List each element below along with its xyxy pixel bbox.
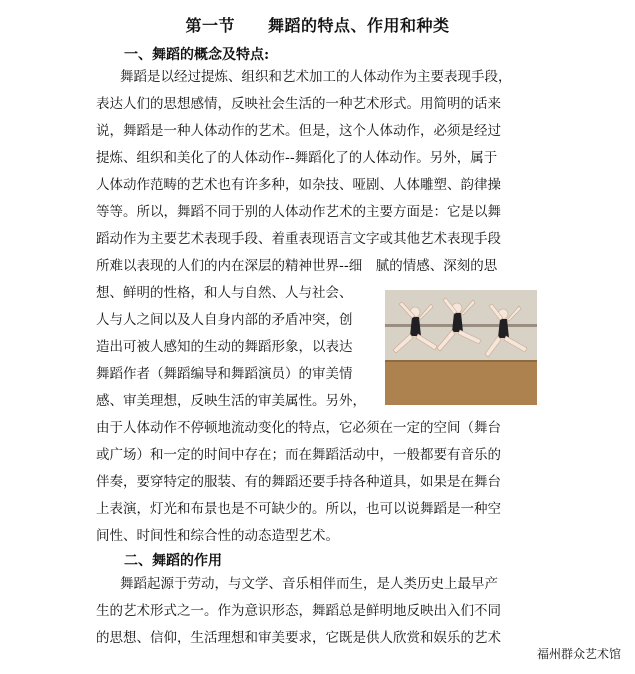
paragraph-line: 造出可被人感知的生动的舞蹈形象，以表达 xyxy=(96,339,353,355)
paragraph-line: 等等。所以，舞蹈不同于别的人体动作艺术的主要方面是：它是以舞 xyxy=(96,204,501,220)
paragraph-line: 表达人们的思想感情，反映社会生活的一种艺术形式。用简明的话来 xyxy=(96,96,501,112)
paragraph-line: 由于人体动作不停顿地流动变化的特点，它必须在一定的空间（舞台 xyxy=(96,420,501,436)
paragraph-line: 舞蹈作者（舞蹈编导和舞蹈演员）的审美情 xyxy=(96,366,353,382)
paragraph-line: 人体动作范畴的艺术也有许多种，如杂技、哑剧、人体雕塑、韵律操 xyxy=(96,177,501,193)
paragraph-line: 间性、时间性和综合性的动态造型艺术。 xyxy=(96,528,339,544)
source-watermark: 福州群众艺术馆 xyxy=(536,647,621,661)
paragraph-line: 或广场）和一定的时间中存在；而在舞蹈活动中，一般都要有音乐的 xyxy=(96,447,501,463)
paragraph-line: 伴奏，要穿特定的服装、有的舞蹈还要手持各种道具，如果是在舞台 xyxy=(96,474,501,490)
paragraph-line: 人与人之间以及人自身内部的矛盾冲突，创 xyxy=(96,312,353,328)
paragraph-line: 舞蹈起源于劳动，与文学、音乐相伴而生，是人类历史上最早产 xyxy=(120,576,498,592)
ballet-dancers-illustration xyxy=(385,290,537,405)
page-title: 第一节 舞蹈的特点、作用和种类 xyxy=(185,16,450,35)
paragraph-line: 舞蹈是以经过提炼、组织和艺术加工的人体动作为主要表现手段， xyxy=(120,69,512,85)
paragraph-line: 生的艺术形式之一。作为意识形态，舞蹈总是鲜明地反映出入们不同 xyxy=(96,603,501,619)
paragraph-line: 上表演，灯光和布景也是不可缺少的。所以，也可以说舞蹈是一种空 xyxy=(96,501,501,517)
paragraph-line: 蹈动作为主要艺术表现手段、着重表现语言文字或其他艺术表现手段 xyxy=(96,231,501,247)
paragraph-line: 感、审美理想，反映生活的审美属性。另外， xyxy=(96,393,366,409)
paragraph-line: 所难以表现的人们的内在深层的精神世界--细 腻的情感、深刻的思 xyxy=(96,258,498,274)
paragraph-line: 说，舞蹈是一种人体动作的艺术。但是，这个人体动作，必须是经过 xyxy=(96,123,501,139)
section1-heading: 一、舞蹈的概念及特点: xyxy=(124,47,270,63)
paragraph-line: 的思想、信仰，生活理想和审美要求，它既是供人欣赏和娱乐的艺术 xyxy=(96,630,501,646)
paragraph-line: 提炼、组织和美化了的人体动作--舞蹈化了的人体动作。另外，属于 xyxy=(96,150,498,166)
ballet-photo xyxy=(385,290,537,405)
section2-heading: 二、舞蹈的作用 xyxy=(124,553,222,569)
paragraph-line: 想、鲜明的性格，和人与自然、人与社会、 xyxy=(96,285,353,301)
